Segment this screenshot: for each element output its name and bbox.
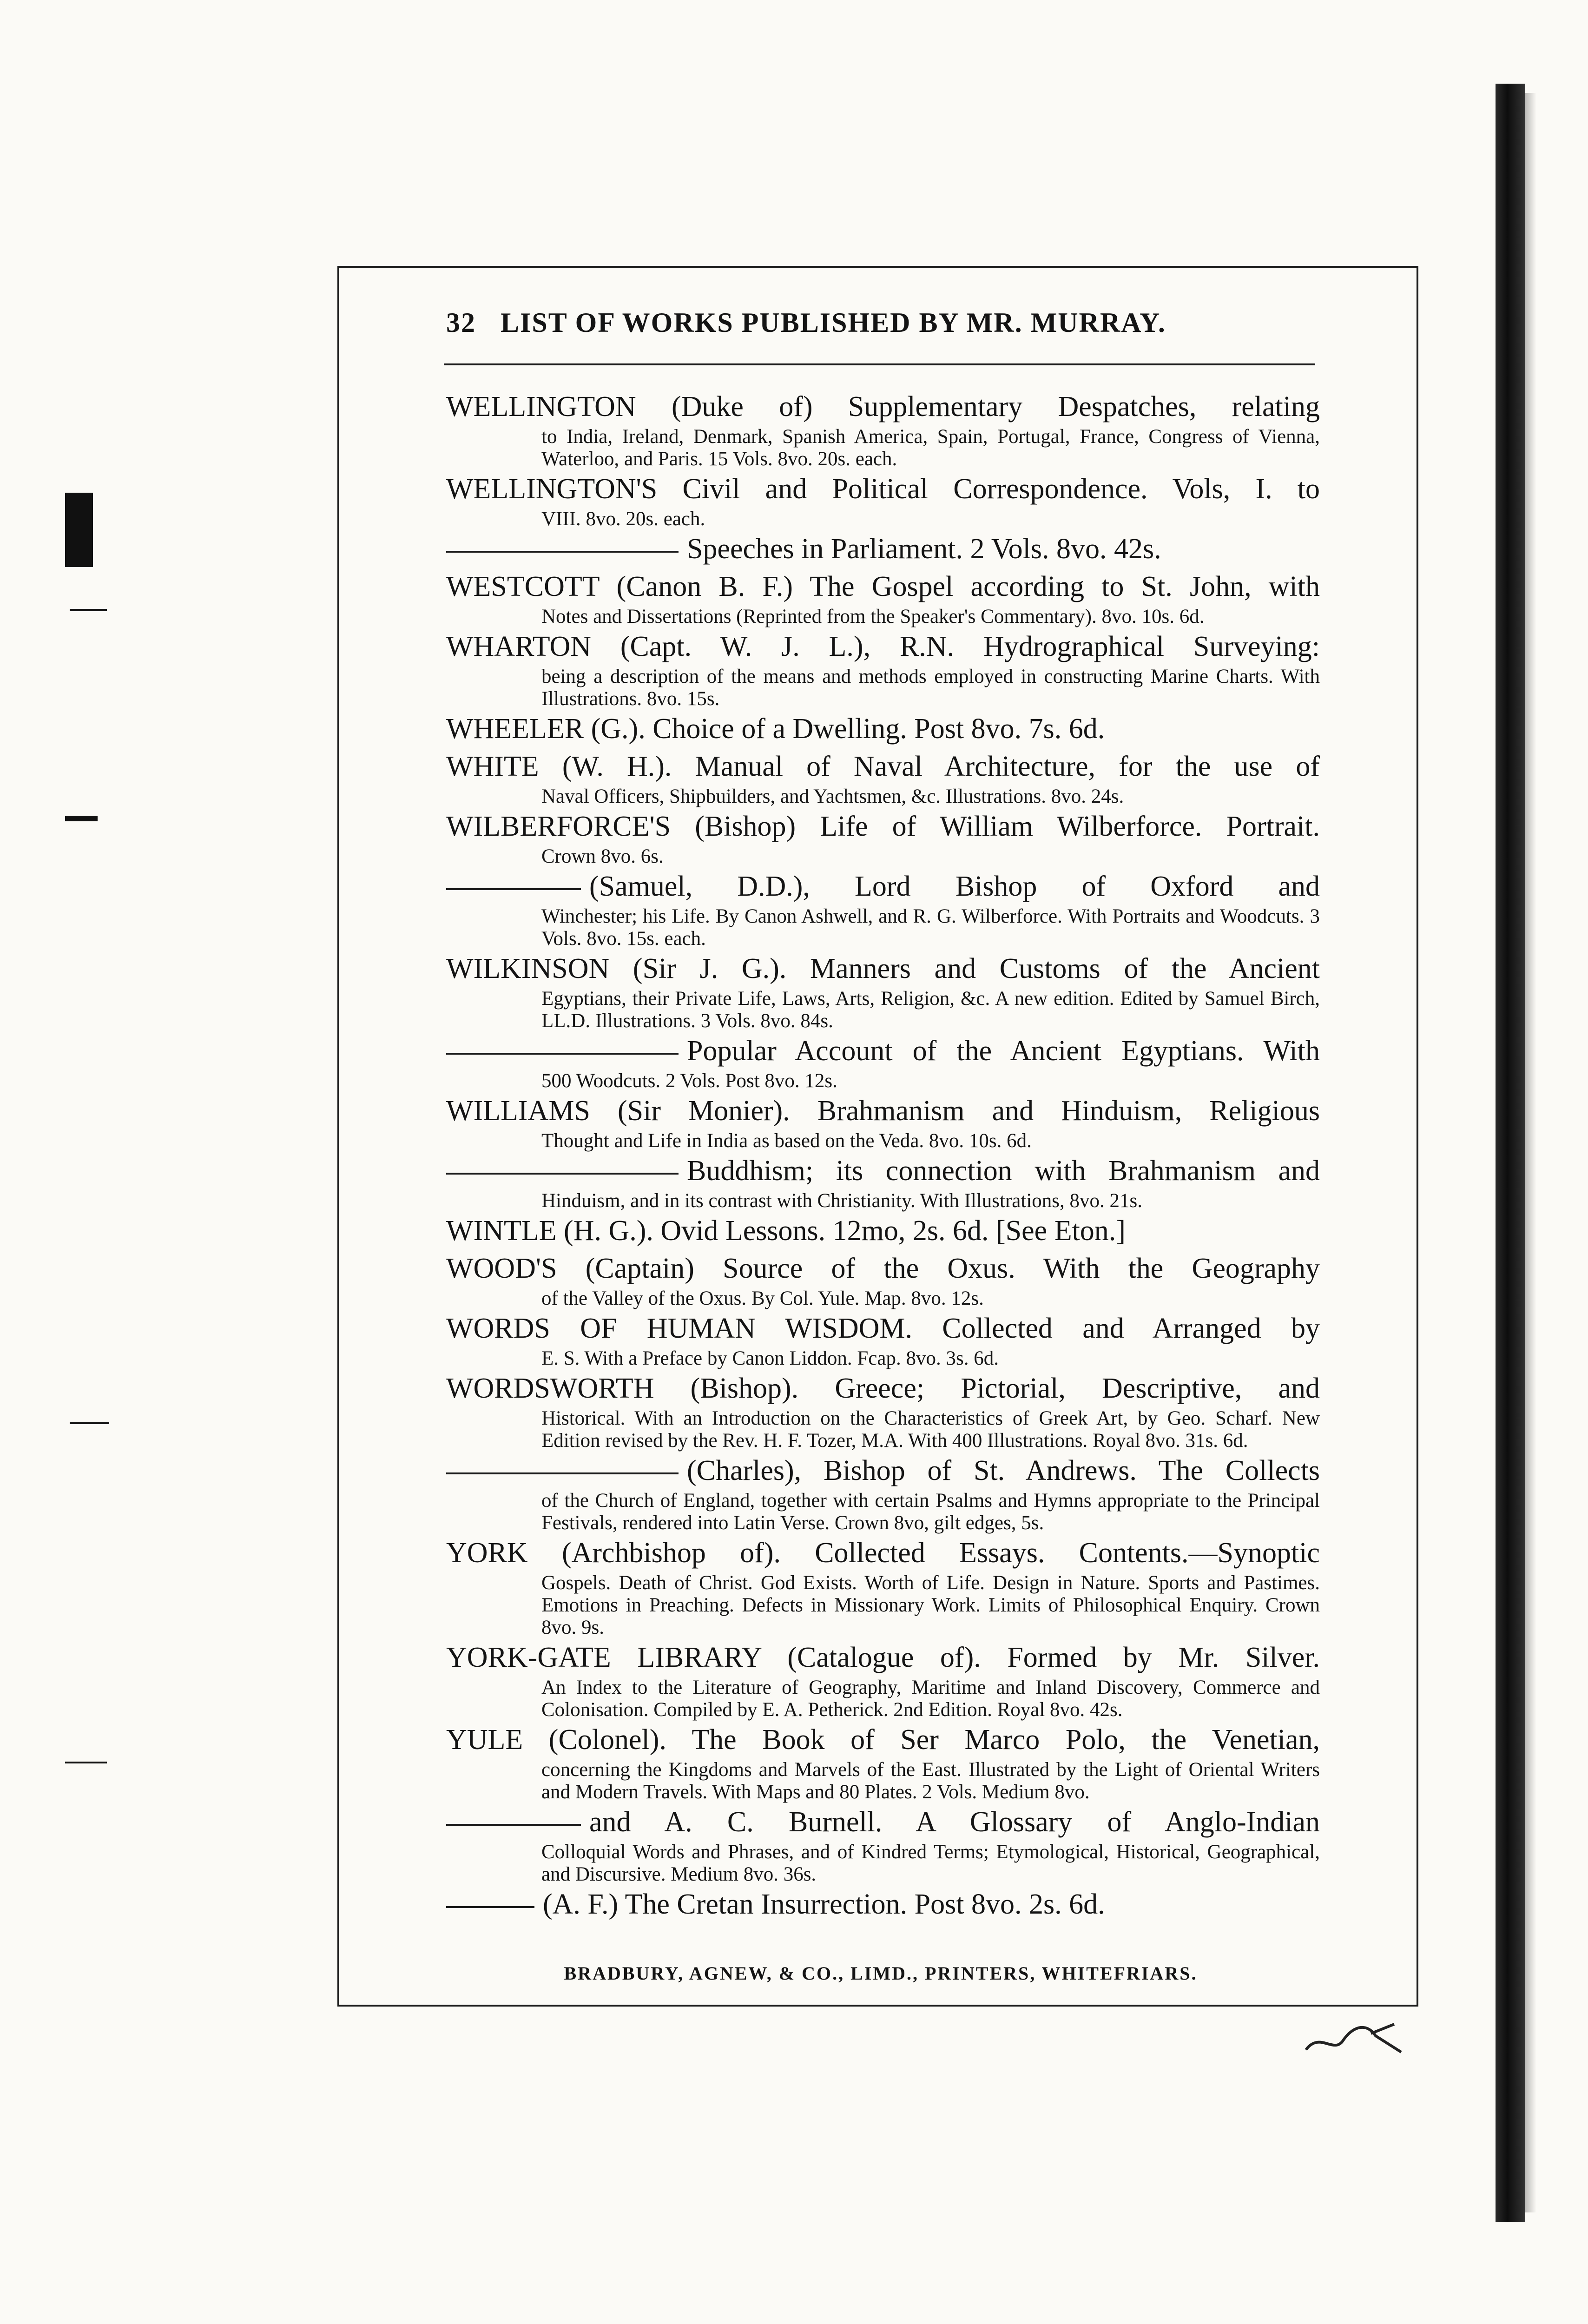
- entry-heading: [446, 1886, 1320, 1923]
- entry-heading: [446, 568, 1320, 606]
- catalogue-entry: [446, 1639, 1320, 1721]
- entry-heading: [446, 1803, 1320, 1841]
- catalogue-entry: [446, 1534, 1320, 1639]
- catalogue-entry: [446, 1250, 1320, 1310]
- entry-description: VIII. 8vo. 20s. each.: [541, 508, 705, 530]
- entry-heading: [446, 1370, 1320, 1407]
- entry-heading: [446, 748, 1320, 786]
- entry-heading-text: WESTCOTT (Canon B. F.) The Gospel according to St. John, with: [446, 571, 1320, 602]
- ditto-dash: [446, 1173, 679, 1175]
- entry-heading: [446, 1534, 1320, 1572]
- catalogue-entry: [446, 1152, 1320, 1212]
- entry-heading-text: WORDS OF HUMAN WISDOM. Collected and Arranged by: [446, 1313, 1320, 1344]
- entry-description: Notes and Dissertations (Reprinted from the Speaker's Commentary). 8vo. 10s. 6d.: [541, 606, 1205, 627]
- entry-heading: [446, 1721, 1320, 1759]
- entry-heading-text: (Charles), Bishop of St. Andrews. The Collects: [687, 1455, 1320, 1486]
- entry-heading: [446, 1452, 1320, 1490]
- catalogue-entry: [446, 1452, 1320, 1534]
- entry-heading: [446, 1310, 1320, 1347]
- entry-heading-text: WINTLE (H. G.). Ovid Lessons. 12mo, 2s. 6d. [See Eton.]: [446, 1215, 1126, 1247]
- entry-description: E. S. With a Preface by Canon Liddon. Fcap. 8vo. 3s. 6d.: [541, 1347, 999, 1369]
- margin-mark: [65, 1762, 107, 1763]
- entry-heading: [446, 1152, 1320, 1190]
- ditto-dash: [446, 1906, 534, 1908]
- entry-heading-text: and A. C. Burnell. A Glossary of Anglo-Indian: [589, 1806, 1320, 1838]
- entry-heading: [446, 950, 1320, 988]
- entry-heading-text: WILLIAMS (Sir Monier). Brahmanism and Hinduism, Religious: [446, 1095, 1320, 1127]
- entry-heading-text: YULE (Colonel). The Book of Ser Marco Polo, the Venetian,: [446, 1724, 1320, 1756]
- page-title: LIST OF WORKS PUBLISHED BY MR. MURRAY.: [501, 307, 1166, 338]
- catalogue-entry: [446, 568, 1320, 628]
- page-header: [446, 307, 1315, 339]
- entry-heading-text: WHARTON (Capt. W. J. L.), R.N. Hydrographical Surveying:: [446, 631, 1320, 662]
- entry-heading-text: WOOD'S (Captain) Source of the Oxus. With the Geography: [446, 1253, 1320, 1284]
- ditto-dash: [446, 551, 679, 553]
- entry-heading-text: WELLINGTON'S Civil and Political Correspondence. Vols, I. to: [446, 473, 1320, 505]
- catalogue-entry: [446, 748, 1320, 808]
- entry-heading: [446, 710, 1320, 748]
- ditto-dash: [446, 1824, 581, 1826]
- catalogue-entry: [446, 1310, 1320, 1370]
- catalogue-entry: [446, 1092, 1320, 1152]
- entry-heading-text: Popular Account of the Ancient Egyptians. With: [687, 1035, 1320, 1067]
- catalogue-entry: [446, 530, 1320, 568]
- entry-heading-text: YORK (Archbishop of). Collected Essays. Contents.—Synoptic: [446, 1537, 1320, 1569]
- margin-mark: [65, 493, 93, 567]
- entry-heading: [446, 470, 1320, 508]
- entry-heading-text: Speeches in Parliament. 2 Vols. 8vo. 42s.: [687, 533, 1161, 565]
- entry-heading: [446, 1032, 1320, 1070]
- entry-description: Thought and Life in India as based on the Veda. 8vo. 10s. 6d.: [541, 1130, 1032, 1152]
- catalogue-entry: [446, 1803, 1320, 1886]
- catalogue-entry: [446, 1212, 1320, 1250]
- entry-list: [446, 388, 1320, 1923]
- entry-heading-text: YORK-GATE LIBRARY (Catalogue of). Formed by Mr. Silver.: [446, 1642, 1320, 1673]
- catalogue-entry: [446, 710, 1320, 748]
- entry-description: Winchester; his Life. By Canon Ashwell, and R. G. Wilberforce. With Portraits and Woodcuts. 3 Vols. 8vo. 15s. each.: [541, 905, 1320, 950]
- book-spine-shadow: [1496, 84, 1525, 2222]
- catalogue-entry: [446, 1721, 1320, 1803]
- ditto-dash: [446, 1472, 679, 1474]
- entry-description: of the Valley of the Oxus. By Col. Yule. Map. 8vo. 12s.: [541, 1287, 984, 1309]
- entry-heading: [446, 868, 1320, 905]
- entry-heading: [446, 1639, 1320, 1677]
- entry-heading: [446, 1092, 1320, 1130]
- entry-description: Egyptians, their Private Life, Laws, Arts, Religion, &c. A new edition. Edited by Samuel Birch, LL.D. Illustrations. 3 Vols. 8vo. 84s.: [541, 988, 1320, 1032]
- margin-mark: [70, 609, 107, 611]
- entry-heading-text: WHEELER (G.). Choice of a Dwelling. Post 8vo. 7s. 6d.: [446, 713, 1105, 745]
- entry-description: Hinduism, and in its contrast with Christianity. With Illustrations, 8vo. 21s.: [541, 1190, 1143, 1212]
- entry-description: 500 Woodcuts. 2 Vols. Post 8vo. 12s.: [541, 1070, 837, 1092]
- entry-heading-text: (A. F.) The Cretan Insurrection. Post 8vo. 2s. 6d.: [543, 1888, 1105, 1920]
- entry-description: of the Church of England, together with certain Psalms and Hymns appropriate to the Principal Festivals, rendered into Latin Verse. Crown 8vo, gilt edges, 5s.: [541, 1490, 1320, 1534]
- entry-heading-text: WILBERFORCE'S (Bishop) Life of William Wilberforce. Portrait.: [446, 811, 1320, 842]
- catalogue-entry: [446, 950, 1320, 1032]
- entry-description: Crown 8vo. 6s.: [541, 845, 664, 867]
- catalogue-entry: [446, 1370, 1320, 1452]
- entry-description: Gospels. Death of Christ. God Exists. Worth of Life. Design in Nature. Sports and Pastimes. Emotions in Preaching. Defects in Missionary Work. Limits of Philosophical Enquiry. Crown 8vo. 9s.: [541, 1572, 1320, 1638]
- ditto-dash: [446, 1053, 679, 1055]
- entry-heading: [446, 628, 1320, 666]
- entry-heading: [446, 1250, 1320, 1287]
- entry-heading: [446, 388, 1320, 426]
- catalogue-entry: [446, 1886, 1320, 1923]
- catalogue-entry: [446, 808, 1320, 868]
- catalogue-entry: [446, 1032, 1320, 1092]
- page-number: 32: [446, 307, 476, 338]
- catalogue-entry: [446, 868, 1320, 950]
- entry-heading-text: WILKINSON (Sir J. G.). Manners and Customs of the Ancient: [446, 953, 1320, 984]
- entry-heading: [446, 808, 1320, 845]
- entry-heading-text: WHITE (W. H.). Manual of Naval Architecture, for the use of: [446, 751, 1320, 782]
- catalogue-entry: [446, 470, 1320, 530]
- catalogue-entry: [446, 388, 1320, 470]
- entry-description: Historical. With an Introduction on the Characteristics of Greek Art, by Geo. Scharf. New Edition revised by the Rev. H. F. Tozer, M.A. With 400 Illustrations. Royal 8vo. 31s. 6d.: [541, 1407, 1320, 1452]
- entry-heading-text: (Samuel, D.D.), Lord Bishop of Oxford and: [589, 871, 1320, 902]
- entry-heading-text: WORDSWORTH (Bishop). Greece; Pictorial, Descriptive, and: [446, 1373, 1320, 1404]
- margin-mark: [65, 816, 98, 821]
- catalogue-entry: [446, 628, 1320, 710]
- entry-description: Naval Officers, Shipbuilders, and Yachtsmen, &c. Illustrations. 8vo. 24s.: [541, 786, 1124, 807]
- entry-description: Colloquial Words and Phrases, and of Kindred Terms; Etymological, Historical, Geographical, and Discursive. Medium 8vo. 36s.: [541, 1841, 1320, 1885]
- ditto-dash: [446, 888, 581, 890]
- entry-heading-text: WELLINGTON (Duke of) Supplementary Despatches, relating: [446, 391, 1320, 423]
- spine-gradient: [1525, 93, 1536, 2212]
- entry-description: being a description of the means and methods employed in constructing Marine Charts. With Illustrations. 8vo. 15s.: [541, 666, 1320, 710]
- entry-heading: [446, 530, 1320, 568]
- entry-heading-text: Buddhism; its connection with Brahmanism and: [687, 1155, 1320, 1187]
- margin-mark: [70, 1422, 109, 1424]
- entry-description: An Index to the Literature of Geography, Maritime and Inland Discovery, Commerce and Colonisation. Compiled by E. A. Petherick. 2nd Edition. Royal 8vo. 42s.: [541, 1677, 1320, 1721]
- pencil-scribble: [1301, 2013, 1408, 2064]
- header-rule: [444, 363, 1315, 365]
- entry-heading: [446, 1212, 1320, 1250]
- printer-imprint: BRADBURY, AGNEW, & CO., LIMD., PRINTERS, WHITEFRIARS.: [564, 1963, 1198, 1984]
- entry-description: to India, Ireland, Denmark, Spanish America, Spain, Portugal, France, Congress of Vienna, Waterloo, and Paris. 15 Vols. 8vo. 20s. each.: [541, 426, 1320, 470]
- entry-description: concerning the Kingdoms and Marvels of the East. Illustrated by the Light of Oriental Writers and Modern Travels. With Maps and 80 Plates. 2 Vols. Medium 8vo.: [541, 1759, 1320, 1803]
